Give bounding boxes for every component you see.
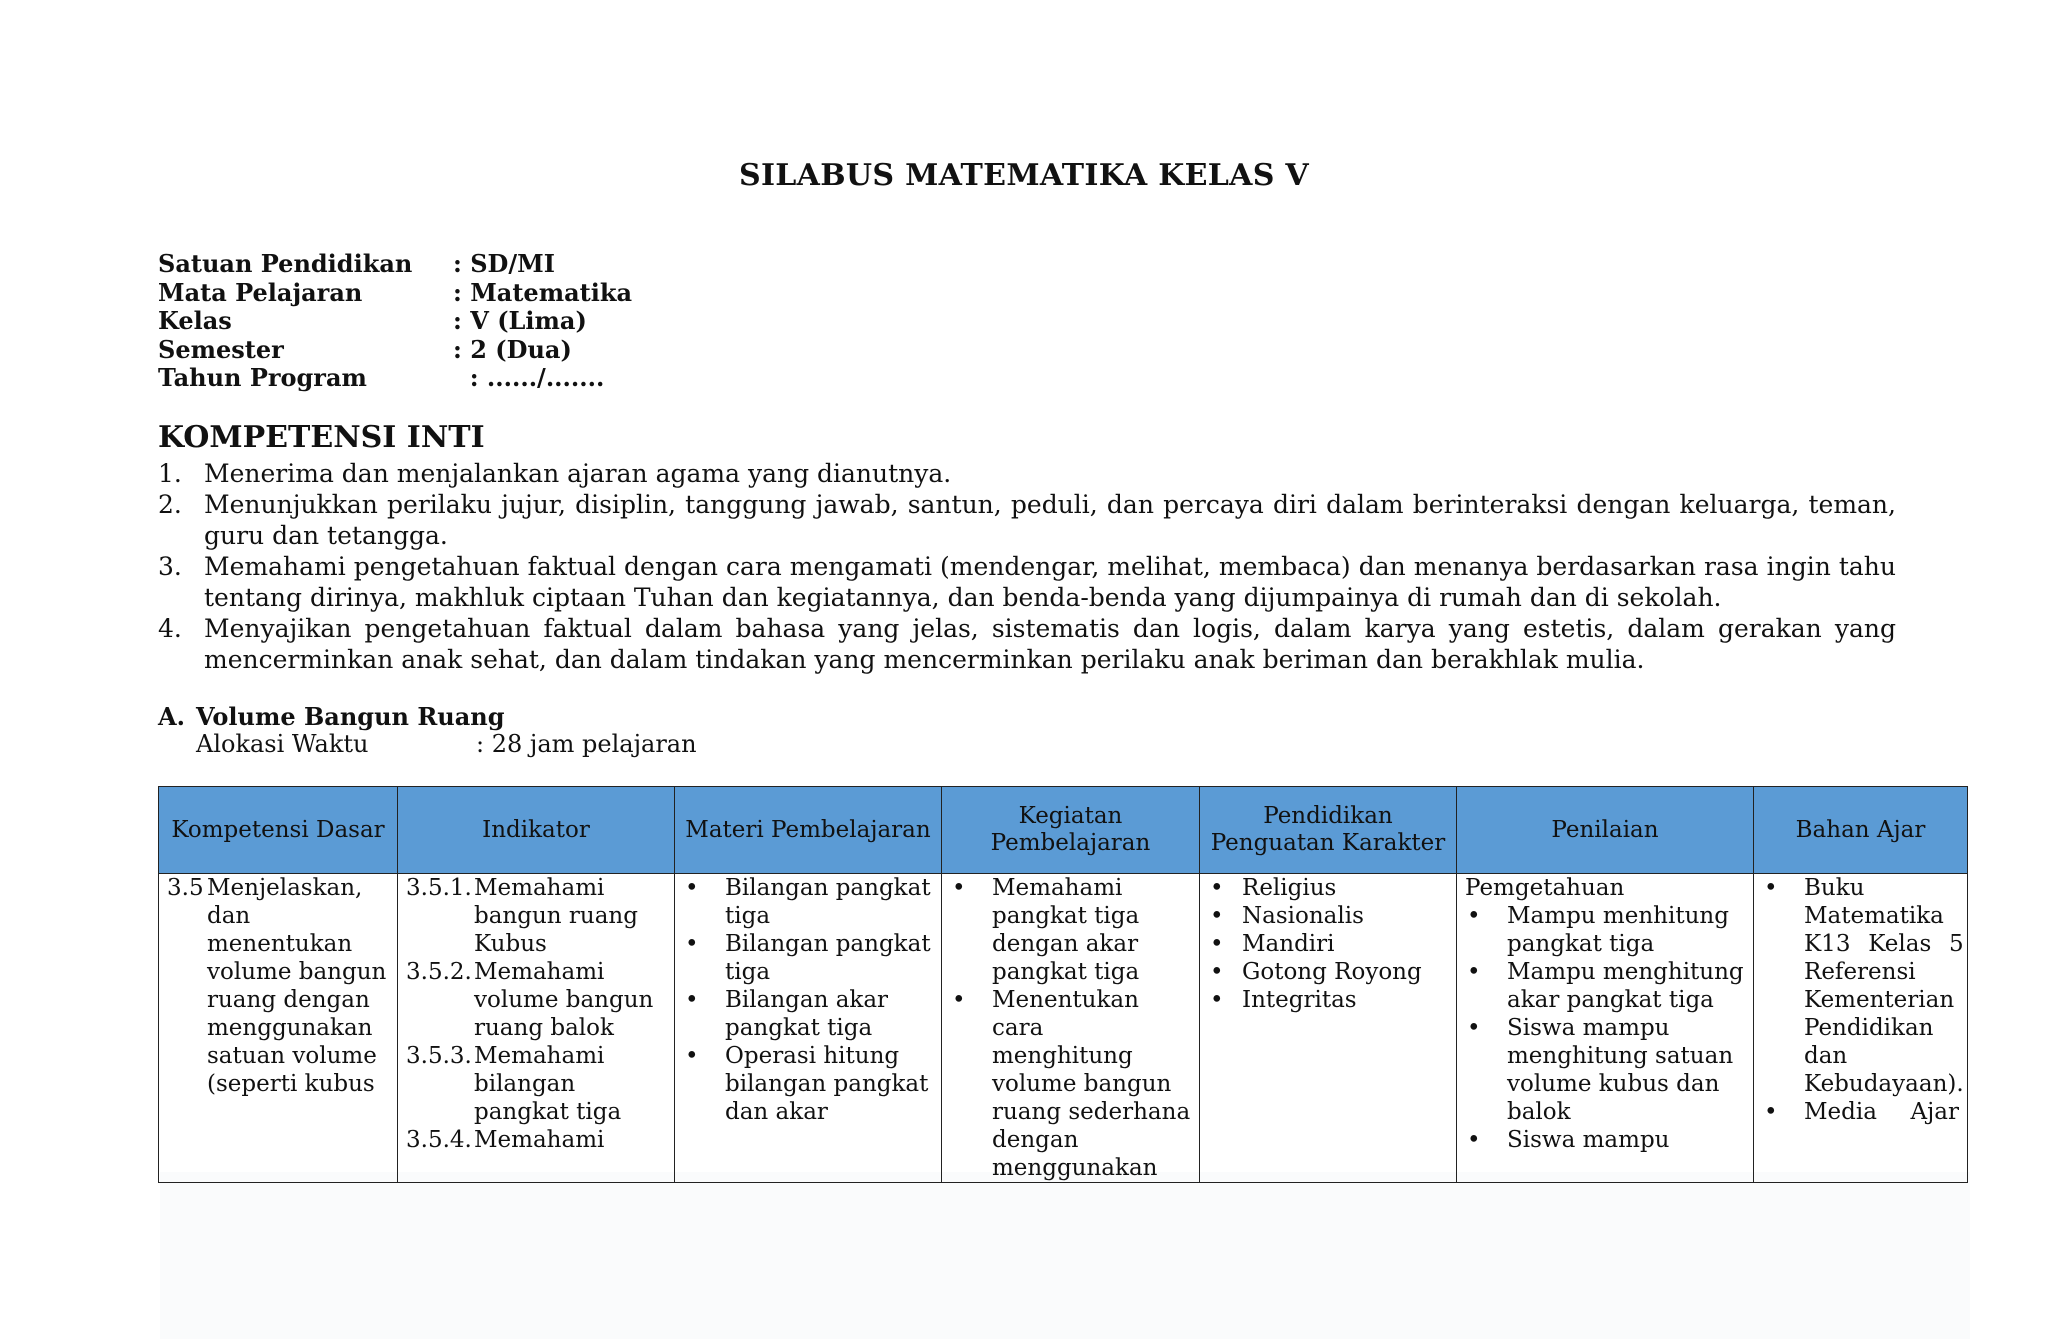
list-text: Memahami pengetahuan faktual dengan cara mengamati (mendengar, melihat, membaca) dan menanya berdasarkan rasa ingin tahu tentang dirinya, makhluk ciptaan Tuhan dan kegiatannya, dan benda-benda yang dijumpainya di rumah dan di sekolah.	[204, 552, 1896, 612]
bullet-icon: •	[1467, 1015, 1481, 1041]
penilaian-text: Mampu menghitung akar pangkat tiga	[1507, 959, 1744, 1013]
list-item	[1465, 1126, 1745, 1154]
materi-text: Bilangan pangkat tiga	[725, 931, 931, 985]
table-header: Bahan Ajar	[1754, 787, 1968, 874]
materi-text: Bilangan akar pangkat tiga	[725, 987, 889, 1041]
indikator-item	[406, 958, 666, 1042]
info-row	[158, 307, 632, 336]
bullet-icon: •	[685, 931, 699, 957]
bullet-icon: •	[952, 875, 966, 901]
list-number: 4.	[158, 614, 182, 643]
karakter-text: Nasionalis	[1242, 903, 1364, 929]
bullet-icon: •	[1467, 959, 1481, 985]
info-value: : ....../.......	[453, 363, 605, 392]
list-item	[1208, 874, 1448, 902]
bullet-icon: •	[685, 1043, 699, 1069]
bahan-ajar-cell	[1754, 874, 1968, 1183]
info-row	[158, 250, 632, 279]
indikator-text: Memahami bangun ruang Kubus	[474, 875, 638, 957]
alokasi-label: Alokasi Waktu	[196, 730, 369, 758]
list-text: Menunjukkan perilaku jujur, disiplin, tanggung jawab, santun, peduli, dan percaya diri dalam berinteraksi dengan keluarga, teman, guru dan tetangga.	[204, 490, 1896, 550]
list-item	[683, 1042, 933, 1126]
penilaian-text: Siswa mampu	[1507, 1127, 1670, 1153]
info-label: Mata Pelajaran	[158, 277, 363, 307]
alokasi-waktu	[196, 730, 697, 758]
list-item	[1208, 958, 1448, 986]
penilaian-heading: Pemgetahuan	[1465, 875, 1625, 901]
kompetensi-dasar-cell	[159, 874, 398, 1183]
silabus-table	[158, 786, 1968, 1183]
bahan-ajar-text: Media Ajar	[1804, 1099, 1959, 1125]
list-item	[158, 613, 1896, 675]
karakter-text: Mandiri	[1242, 931, 1335, 957]
list-text: Menyajikan pengetahuan faktual dalam bahasa yang jelas, sistematis dan logis, dalam karya yang estetis, dalam gerakan yang mencerminkan anak sehat, dan dalam tindakan yang mencerminkan perilaku anak beriman dan berakhlak mulia.	[204, 614, 1896, 674]
karakter-text: Integritas	[1242, 987, 1357, 1013]
info-value: : 2 (Dua)	[453, 334, 572, 364]
table-row	[159, 874, 1968, 1183]
info-label: Semester	[158, 334, 284, 364]
table-header: Kompetensi Dasar	[159, 787, 398, 874]
bullet-icon: •	[1210, 959, 1224, 985]
materi-text: Operasi hitung bilangan pangkat dan akar	[725, 1043, 929, 1125]
list-item	[1762, 1098, 1959, 1126]
indikator-item	[406, 1042, 666, 1126]
list-item	[1465, 902, 1745, 958]
indikator-text: Memahami bilangan pangkat tiga	[474, 1043, 622, 1125]
indikator-number: 3.5.3.	[406, 1043, 472, 1069]
list-item	[1208, 986, 1448, 1014]
kompetensi-inti-heading: KOMPETENSI INTI	[158, 420, 485, 455]
list-number: 1.	[158, 459, 182, 488]
list-item	[1465, 958, 1745, 1014]
bullet-icon: •	[685, 875, 699, 901]
bullet-icon: •	[1210, 987, 1224, 1013]
list-item	[158, 551, 1896, 613]
section-heading	[158, 702, 505, 731]
list-item	[158, 458, 1896, 489]
karakter-text: Religius	[1242, 875, 1337, 901]
indikator-number: 3.5.1.	[406, 875, 472, 901]
indikator-cell	[398, 874, 675, 1183]
kompetensi-inti-list	[158, 458, 1896, 675]
bullet-icon: •	[1210, 931, 1224, 957]
indikator-number: 3.5.2.	[406, 959, 472, 985]
table-header: Indikator	[398, 787, 675, 874]
kegiatan-cell	[942, 874, 1200, 1183]
page-shadow	[160, 1172, 1970, 1339]
bullet-icon: •	[685, 987, 699, 1013]
list-item	[683, 986, 933, 1042]
info-label: Kelas	[158, 306, 232, 335]
bahan-ajar-text: Buku Matematika K13 Kelas 5 Referensi Kementerian Pendidikan dan Kebudayaan).	[1804, 875, 1964, 1097]
info-label: Tahun Program	[158, 363, 367, 392]
alokasi-value: : 28 jam pelajaran	[476, 730, 697, 758]
kegiatan-text: Memahami pangkat tiga dengan akar pangkat tiga	[992, 875, 1140, 985]
table-header: Materi Pembelajaran	[675, 787, 942, 874]
indikator-item	[406, 874, 666, 958]
list-text: Menerima dan menjalankan ajaran agama yang dianutnya.	[204, 459, 952, 488]
list-item	[1208, 930, 1448, 958]
karakter-list	[1208, 874, 1448, 1014]
penilaian-list	[1465, 902, 1745, 1154]
info-label: Satuan Pendidikan	[158, 249, 413, 278]
bullet-icon: •	[1467, 1127, 1481, 1153]
bullet-icon: •	[1467, 903, 1481, 929]
penilaian-cell	[1457, 874, 1754, 1183]
info-row	[158, 279, 632, 308]
list-number: 3.	[158, 552, 182, 581]
info-row	[158, 336, 632, 365]
table-header-row	[159, 787, 1968, 874]
list-item	[1465, 1014, 1745, 1126]
info-block	[158, 250, 632, 393]
kd-text: Menjelaskan, dan menentukan volume bangun ruang dengan menggunakan satuan volume (seperti kubus	[207, 875, 387, 1097]
indikator-item	[406, 1126, 666, 1154]
kegiatan-list	[950, 874, 1191, 1182]
bullet-icon: •	[1764, 1099, 1778, 1125]
list-number: 2.	[158, 490, 182, 519]
penilaian-text: Siswa mampu menghitung satuan volume kubus dan balok	[1507, 1015, 1734, 1125]
bullet-icon: •	[1210, 903, 1224, 929]
list-item	[683, 930, 933, 986]
indikator-number: 3.5.4.	[406, 1127, 472, 1153]
list-item	[950, 874, 1191, 986]
bullet-icon: •	[952, 987, 966, 1013]
indikator-text: Memahami	[474, 1127, 605, 1153]
info-value: : V (Lima)	[453, 306, 587, 335]
list-item	[1762, 874, 1964, 1098]
table-header: Pendidikan Penguatan Karakter	[1200, 787, 1457, 874]
penilaian-text: Mampu menhitung pangkat tiga	[1507, 903, 1729, 957]
list-item	[158, 489, 1896, 551]
list-item	[950, 986, 1191, 1182]
materi-cell	[675, 874, 942, 1183]
info-row	[158, 364, 632, 393]
kegiatan-text: Menentukan cara menghitung volume bangun ruang sederhana dengan menggunakan	[992, 987, 1191, 1181]
materi-text: Bilangan pangkat tiga	[725, 875, 931, 929]
table-header: Penilaian	[1457, 787, 1754, 874]
info-value: : Matematika	[453, 277, 633, 307]
table-header: Kegiatan Pembelajaran	[942, 787, 1200, 874]
document-title: SILABUS MATEMATIKA KELAS V	[738, 158, 1309, 193]
kd-number: 3.5	[167, 875, 204, 901]
info-value: : SD/MI	[453, 249, 555, 278]
list-item	[1208, 902, 1448, 930]
bullet-icon: •	[1210, 875, 1224, 901]
bullet-icon: •	[1764, 875, 1778, 901]
materi-list	[683, 874, 933, 1126]
bahan-ajar-list	[1762, 874, 1964, 1126]
indikator-text: Memahami volume bangun ruang balok	[474, 959, 654, 1041]
karakter-text: Gotong Royong	[1242, 959, 1422, 985]
list-item	[683, 874, 933, 930]
kd-entry	[167, 874, 389, 1098]
section-title: Volume Bangun Ruang	[196, 702, 505, 731]
karakter-cell	[1200, 874, 1457, 1183]
section-letter: A.	[158, 702, 185, 731]
